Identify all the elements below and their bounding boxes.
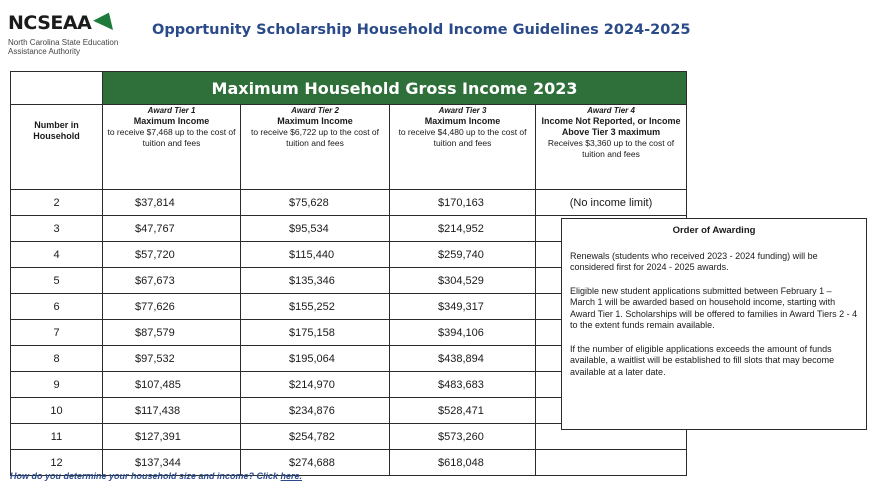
tier4-heading: Income Not Reported, or Income Above Tier 3 maximum	[541, 116, 681, 137]
tier2-cell: $155,252	[241, 294, 390, 320]
tier3-cell: $618,048	[390, 450, 536, 476]
tier1-heading: Maximum Income	[133, 116, 210, 126]
order-paragraph: Renewals (students who received 2023 - 2024 funding) will be considered first for 2024 - 2025 awards.	[570, 250, 818, 272]
tier1-cell: $117,438	[103, 398, 241, 424]
order-of-awarding-title: Order of Awarding	[672, 225, 756, 236]
band-title: Maximum Household Gross Income 2023	[103, 72, 687, 105]
tier4-title: Award Tier 4	[587, 106, 635, 115]
tier1-header	[103, 105, 241, 190]
household-size-cell: 3	[11, 216, 103, 242]
order-of-awarding-box	[561, 218, 867, 430]
ncseaa-logo	[8, 12, 128, 60]
tier4-header	[536, 105, 687, 190]
tier3-header	[390, 105, 536, 190]
tier2-cell: $175,158	[241, 320, 390, 346]
household-size-cell: 7	[11, 320, 103, 346]
household-size-cell: 8	[11, 346, 103, 372]
tier3-cell: $170,163	[390, 190, 536, 216]
tier2-cell: $195,064	[241, 346, 390, 372]
table-row	[11, 190, 687, 216]
tier2-cell: $274,688	[241, 450, 390, 476]
tier1-cell: $137,344	[103, 450, 241, 476]
logo-green-triangle-icon	[93, 8, 119, 30]
header-blank-cell	[11, 72, 103, 105]
logo-subtitle: North Carolina State Education Assistance Authority	[8, 38, 119, 56]
tier2-heading: Maximum Income	[277, 116, 353, 126]
tier3-cell: $573,260	[390, 424, 536, 450]
tier1-cell: $77,626	[103, 294, 241, 320]
household-size-cell: 10	[11, 398, 103, 424]
tier2-cell: $234,876	[241, 398, 390, 424]
tier3-cell: $259,740	[390, 242, 536, 268]
tier2-cell: $75,628	[241, 190, 390, 216]
page-title: Opportunity Scholarship Household Income Guidelines 2024-2025	[152, 22, 691, 38]
tier1-cell: $37,814	[103, 190, 241, 216]
household-size-help-link[interactable]: here.	[280, 471, 303, 481]
tier1-cell: $47,767	[103, 216, 241, 242]
tier3-cell: $214,952	[390, 216, 536, 242]
tier3-heading: Maximum Income	[424, 116, 501, 126]
tier2-cell: $95,534	[241, 216, 390, 242]
tier4-description: Receives $3,360 up to the cost of tuition and fees	[547, 138, 675, 159]
tier1-title: Award Tier 1	[147, 106, 196, 115]
tier2-cell: $254,782	[241, 424, 390, 450]
order-paragraph: If the number of eligible applications exceeds the amount of funds available, a waitlist will be established to fill slots that may become available at a later date.	[570, 343, 835, 377]
tier2-cell: $214,970	[241, 372, 390, 398]
tier4-cell: (No income limit)	[536, 190, 687, 216]
order-paragraph: Eligible new student applications submitted between February 1 – March 1 will be awarded based on household income, starting with Award Tier 1. Scholarships will be offered to families in Award Tiers 2 - 4 to the extent funds remain available.	[570, 285, 858, 330]
footer-note	[10, 471, 302, 481]
tier2-cell: $135,346	[241, 268, 390, 294]
household-size-header: Number in Household	[11, 105, 103, 190]
household-size-cell: 11	[11, 424, 103, 450]
household-size-cell: 2	[11, 190, 103, 216]
tier1-cell: $97,532	[103, 346, 241, 372]
tier2-title: Award Tier 2	[291, 106, 339, 115]
household-size-cell: 12	[11, 450, 103, 476]
tier3-cell: $304,529	[390, 268, 536, 294]
tier3-cell: $349,317	[390, 294, 536, 320]
tier3-cell: $438,894	[390, 346, 536, 372]
tier2-cell: $115,440	[241, 242, 390, 268]
tier3-cell: $483,683	[390, 372, 536, 398]
footer-question: How do you determine your household size and income? Click	[10, 471, 281, 481]
tier2-header	[241, 105, 390, 190]
tier4-cell	[536, 450, 687, 476]
tier1-cell: $127,391	[103, 424, 241, 450]
tier3-description: to receive $4,480 up to the cost of tuition and fees	[398, 127, 527, 148]
tier3-cell: $528,471	[390, 398, 536, 424]
tier1-cell: $67,673	[103, 268, 241, 294]
household-size-cell: 9	[11, 372, 103, 398]
tier3-cell: $394,106	[390, 320, 536, 346]
tier1-cell: $57,720	[103, 242, 241, 268]
household-size-cell: 6	[11, 294, 103, 320]
logo-wordmark: NCSEAA	[8, 12, 92, 34]
household-size-cell: 4	[11, 242, 103, 268]
tier2-description: to receive $6,722 up to the cost of tuition and fees	[250, 127, 380, 148]
tier1-cell: $87,579	[103, 320, 241, 346]
tier3-title: Award Tier 3	[438, 106, 487, 115]
household-size-cell: 5	[11, 268, 103, 294]
tier1-cell: $107,485	[103, 372, 241, 398]
tier1-description: to receive $7,468 up to the cost of tuition and fees	[107, 127, 236, 148]
